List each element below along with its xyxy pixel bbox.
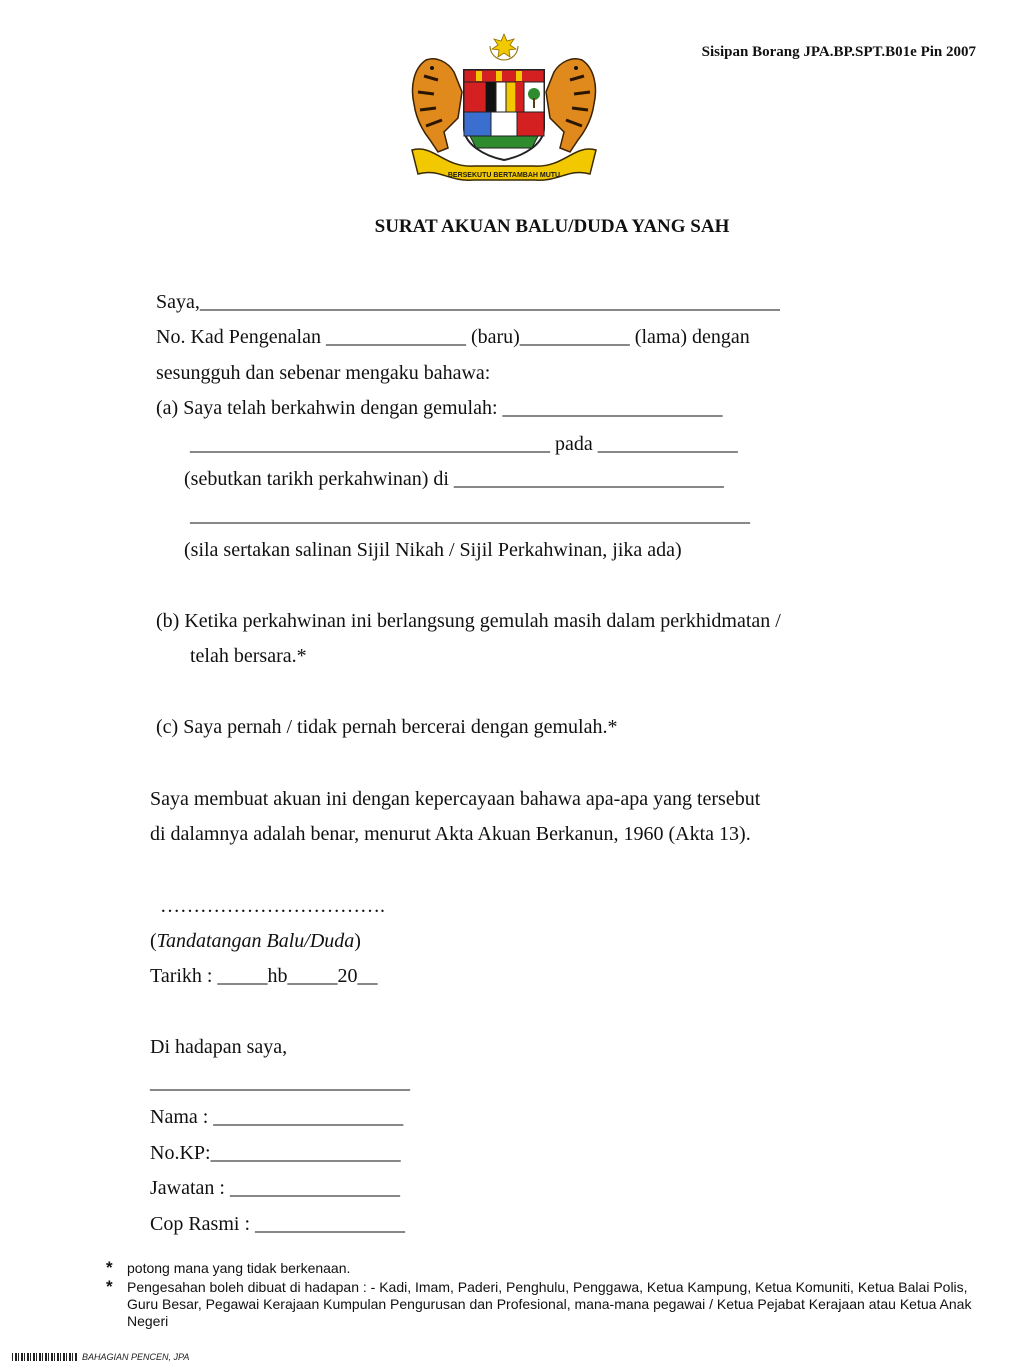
- barcode-icon: [12, 1353, 78, 1361]
- form-code: Sisipan Borang JPA.BP.SPT.B01e Pin 2007: [701, 44, 976, 60]
- item-a-line-2: ____________________________________ pada ______________: [190, 433, 738, 455]
- witness-sign-line: __________________________: [150, 1071, 410, 1093]
- declaration-line-2: di dalamnya adalah benar, menurut Akta Akuan Berkanun, 1960 (Akta 13).: [150, 823, 751, 845]
- department-mark: [12, 1352, 189, 1362]
- department-label: BAHAGIAN PENCEN, JPA: [82, 1352, 190, 1362]
- saya-line: Saya,__________________________________________________________: [156, 291, 780, 313]
- item-a-line-4: ________________________________________________________: [190, 504, 750, 526]
- footnote-marker-1: *: [106, 1258, 113, 1277]
- document-title: SURAT AKUAN BALU/DUDA YANG SAH: [374, 216, 730, 237]
- footnote-marker-2: *: [106, 1277, 113, 1296]
- item-a-line-1: (a) Saya telah berkahwin dengan gemulah: ______________________: [156, 397, 723, 419]
- item-a-line-3: (sebutkan tarikh perkahwinan) di ___________________________: [184, 468, 724, 490]
- signature-date: Tarikh : _____hb_____20__: [150, 965, 378, 987]
- sesungguh-line: sesungguh dan sebenar mengaku bahawa:: [156, 362, 491, 384]
- footnote-1: potong mana yang tidak berkenaan.: [127, 1260, 351, 1276]
- item-b-line-2: telah bersara.*: [190, 645, 307, 667]
- item-a-line-5: (sila sertakan salinan Sijil Nikah / Sijil Perkahwinan, jika ada): [184, 539, 682, 561]
- item-c-line: (c) Saya pernah / tidak pernah bercerai dengan gemulah.*: [156, 716, 618, 738]
- declaration-line-1: Saya membuat akuan ini dengan kepercayaan bahawa apa-apa yang tersebut: [150, 788, 761, 810]
- witness-heading: Di hadapan saya,: [150, 1036, 288, 1058]
- witness-no-kp: No.KP:___________________: [150, 1142, 401, 1164]
- crest-motto: BERSEKUTU BERTAMBAH MUTU: [447, 172, 561, 179]
- signature-dots: …………………………….: [160, 895, 385, 917]
- signature-label: Tandatangan Balu/Duda: [156, 930, 355, 952]
- witness-cop-rasmi: Cop Rasmi : _______________: [150, 1213, 406, 1235]
- witness-jawatan: Jawatan : _________________: [150, 1177, 400, 1199]
- footnote-2: Pengesahan boleh dibuat di hadapan : - Kadi, Imam, Paderi, Penghulu, Penggawa, Ketua Kampung, Ketua Komuniti, Ketua Balai Polis, Guru Besar, Pegawai Kerajaan Kumpulan Pengurusan dan Profesional, mana-mana pegawai / Ketua Pejabat Kerajaan atau Ketua Anak Negeri: [127, 1279, 972, 1329]
- signature-label-row: (Tandatangan Balu/Duda): [150, 930, 361, 952]
- item-b-line-1: (b) Ketika perkahwinan ini berlangsung gemulah masih dalam perkhidmatan /: [156, 610, 781, 632]
- witness-nama: Nama : ___________________: [150, 1106, 404, 1128]
- malaysia-coat-of-arms-icon: [404, 32, 604, 184]
- kad-pengenalan-line: No. Kad Pengenalan ______________ (baru)___________ (lama) dengan: [156, 326, 750, 348]
